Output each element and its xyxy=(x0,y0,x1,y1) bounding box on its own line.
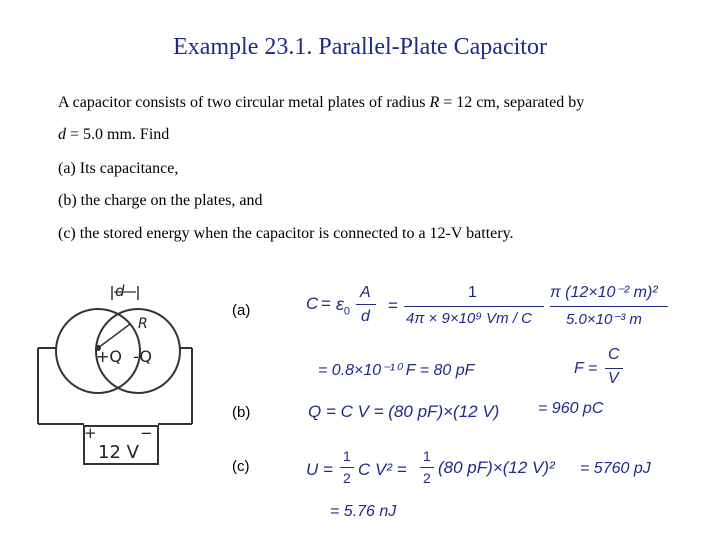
fraction-bar xyxy=(404,306,544,307)
eq-a-one: 1 xyxy=(468,284,477,301)
r-label: R xyxy=(138,316,148,332)
problem-line-2 xyxy=(58,126,169,144)
eq-c-cv2: C V² = xyxy=(358,460,407,479)
d-label: d xyxy=(115,282,125,300)
eq-c-half-num-2: 1 xyxy=(423,448,431,464)
eq-c-half-den-2: 2 xyxy=(423,470,431,486)
eq-c-half-num: 1 xyxy=(343,448,351,464)
fraction-bar xyxy=(340,467,354,468)
eq-a-A: A xyxy=(360,284,371,301)
fraction-bar xyxy=(420,467,434,468)
eq-a-epsilon xyxy=(336,294,350,318)
eq-a-separation: 5.0×10⁻³ m xyxy=(566,311,642,328)
fraction-bar xyxy=(605,368,623,369)
minus-q-label: -Q xyxy=(133,347,152,366)
list-item: (b) the charge on the plates, and xyxy=(58,192,263,209)
eq-b-result: = 960 pC xyxy=(538,400,604,417)
plus-q-label: +Q xyxy=(96,347,122,366)
eq-a-farad-unit: F = xyxy=(574,360,598,377)
eq-a-equals: = xyxy=(321,294,331,313)
distance-var: d xyxy=(58,126,66,143)
battery-voltage-label: 12 V xyxy=(98,442,139,463)
fraction-bar xyxy=(550,306,668,307)
eq-a-farad-V: V xyxy=(608,370,619,387)
epsilon-subscript: 0 xyxy=(343,305,351,318)
epsilon-symbol: ε xyxy=(336,294,344,314)
eq-a-result: = 0.8×10⁻¹⁰ F = 80 pF xyxy=(318,362,475,379)
page-title: Example 23.1. Parallel-Plate Capacitor xyxy=(173,34,547,60)
eq-a-d: d xyxy=(361,308,370,325)
battery-plus-label: + xyxy=(84,424,97,442)
problem-text: = 5.0 mm. Find xyxy=(66,126,170,143)
eq-a-C: C xyxy=(306,294,319,313)
eq-b: Q = C V = (80 pF)×(12 V) xyxy=(308,402,500,421)
fraction-bar xyxy=(356,304,376,305)
problem-text: = 12 cm, separated by xyxy=(439,94,585,111)
eq-c-half-den: 2 xyxy=(343,470,351,486)
eq-a-area: π (12×10⁻² m)² xyxy=(550,284,658,301)
problem-line-1 xyxy=(58,94,584,112)
radius-var: R xyxy=(429,94,440,111)
part-c-label: (c) xyxy=(232,458,250,475)
eq-c-result-1: = 5760 pJ xyxy=(580,460,651,477)
battery-minus-label: − xyxy=(140,424,153,442)
eq-a-farad-C: C xyxy=(608,346,620,363)
list-item: (c) the stored energy when the capacitor is connected to a 12-V battery. xyxy=(58,225,514,242)
eq-c-U: U = xyxy=(306,460,333,479)
eq-c-result-2: = 5.76 nJ xyxy=(330,503,397,520)
eq-a-denominator: 4π × 9×10⁹ Vm / C xyxy=(406,310,532,327)
list-item: (a) Its capacitance, xyxy=(58,160,179,177)
part-a-label: (a) xyxy=(232,302,251,319)
part-b-label: (b) xyxy=(232,404,251,421)
eq-a-equals-2: = xyxy=(388,296,398,315)
problem-text: A capacitor consists of two circular metal plates of radius xyxy=(58,94,430,111)
eq-c-product: (80 pF)×(12 V)² xyxy=(438,458,555,477)
